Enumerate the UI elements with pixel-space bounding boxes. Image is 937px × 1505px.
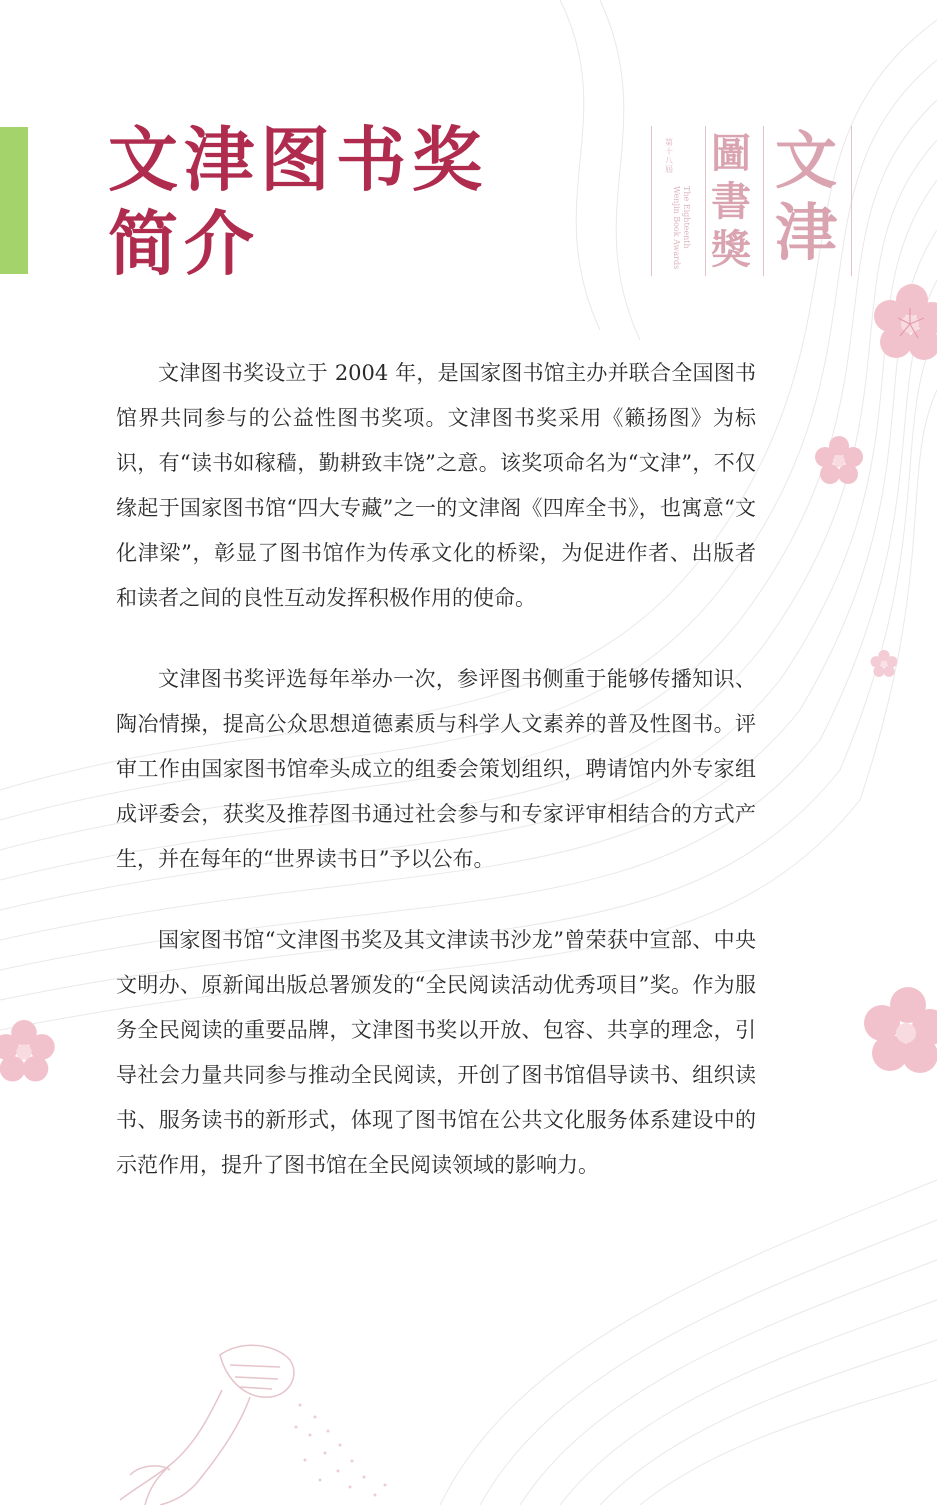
logo-english-line-1: The Eighteenth [682,186,691,249]
blossom-icon [870,650,898,678]
logo-char-shu: 書 [711,178,751,225]
paragraph: 国家图书馆“文津图书奖及其文津读书沙龙”曾荣获中宣部、中央文明办、原新闻出版总署颁发的“全民阅读活动优秀项目”奖。作为服务全民阅读的重要品牌，文津图书奖以开放、包容、共享的理念，引导社会力量共同参与推动全民阅读，开创了图书馆倡导读书、组织读书、服务读书的新形式，体现了图书馆在公共文化服务体系建设中的示范作用，提升了图书馆在全民阅读领域的影响力。 [116,928,756,1177]
logo-rule [851,126,852,276]
intro-body [116,351,756,1224]
logo-char-jiang: 獎 [711,226,751,273]
logo-char-tu: 圖 [711,130,751,177]
blossom-icon [0,1020,56,1084]
title-line-1: 文津图书奖 [108,118,488,201]
paragraph: 文津图书奖设立于 2004 年，是国家图书馆主办并联合全国图书馆界共同参与的公益性图书奖项。文津图书奖采用《籁扬图》为标识，有“读书如稼穑，勤耕致丰饶”之意。该奖项命名为“文津”，不仅缘起于国家图书馆“四大专藏”之一的文津阁《四库全书》，也寓意“文化津梁”，彰显了图书馆作为传承文化的桥梁，为促进作者、出版者和读者之间的良性互动发挥积极作用的使命。 [116,361,756,610]
blossom-icon [874,282,937,372]
sower-illustration [100,1335,430,1505]
logo-edition-badge: 第十八屆 [665,138,673,174]
paragraph: 文津图书奖评选每年举办一次，参评图书侧重于能够传播知识、陶冶情操，提高公众思想道德素质与科学人文素养的普及性图书。评审工作由国家图书馆牵头成立的组委会策划组织，聘请馆内外专家组成评委会，获奖及推荐图书通过社会参与和专家评审相结合的方式产生，并在每年的“世界读书日”予以公布。 [116,667,756,871]
page-title [108,118,488,286]
blossom-icon [864,985,937,1085]
blossom-icon [814,436,864,486]
award-logo [645,124,860,279]
logo-rule [763,126,764,276]
accent-bar [0,127,28,274]
logo-rule [651,126,652,276]
logo-english-line-2: Wenjin Book Awards [672,186,681,270]
logo-char-wen: 文 [775,124,838,197]
logo-rule [705,126,706,276]
logo-char-jin: 津 [775,196,838,269]
title-line-2: 简介 [108,202,260,285]
